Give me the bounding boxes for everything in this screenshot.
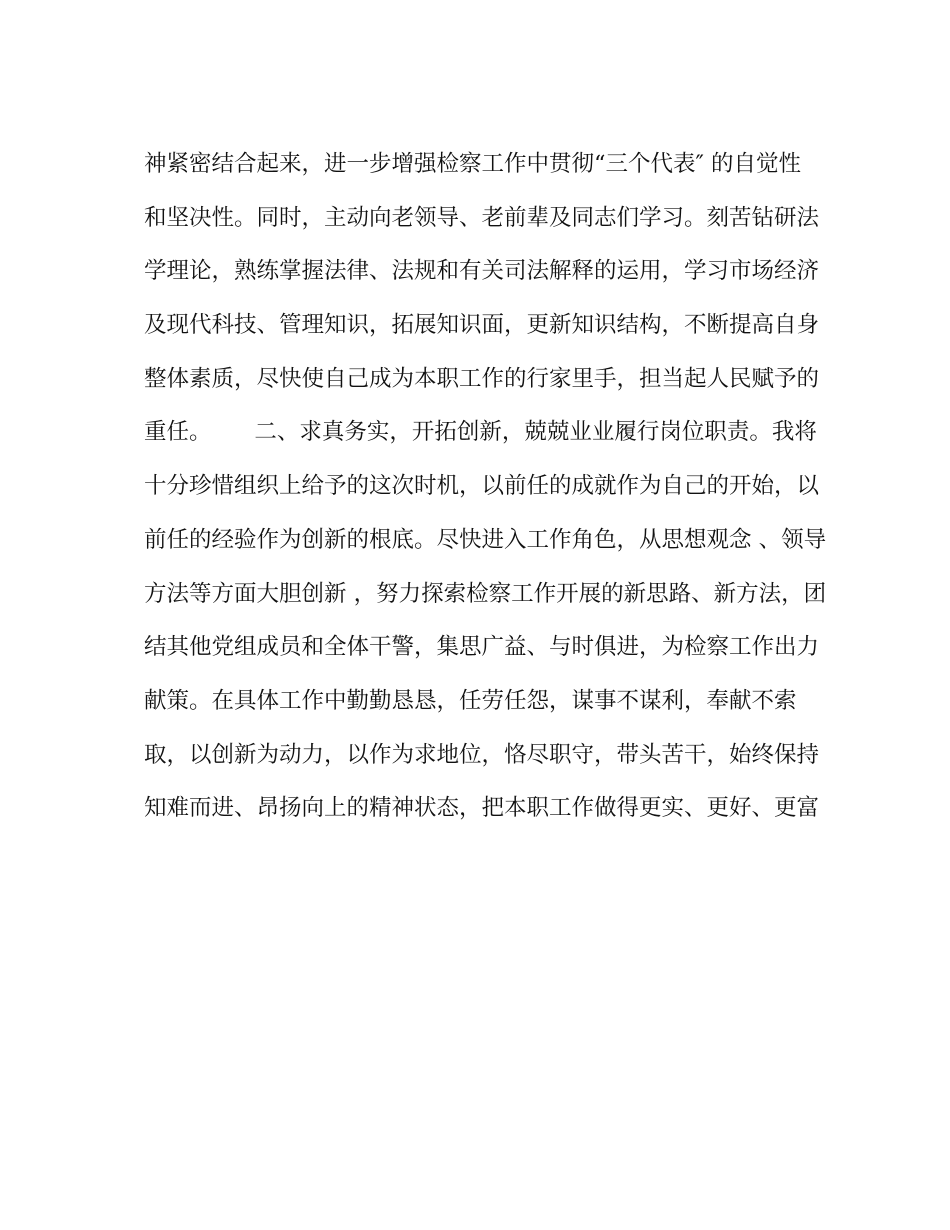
text-line: 整体素质，尽快使自己成为本职工作的行家里手，担当起人民赋予的: [144, 365, 820, 392]
text-line: 献策。在具体工作中勤勤恳恳，任劳任怨，谋事不谋利，奉献不索: [144, 687, 797, 714]
text-line: 学理论，熟练掌握法律、法规和有关司法解释的运用，学习市场经济: [144, 258, 820, 285]
document-body: [144, 138, 827, 836]
text-line: 和坚决性。同时，主动向老领导、老前辈及同志们学习。刻苦钻研法: [144, 204, 820, 231]
text-line: 知难而进、昂扬向上的精神状态，把本职工作做得更实、更好、更富: [144, 795, 820, 822]
text-line: 神紧密结合起来，进一步增强检察工作中贯彻“三个代表″ 的自觉性: [144, 151, 802, 177]
text-line: 结其他党组成员和全体干警，集思广益、与时俱进，为检察工作出力: [144, 634, 820, 661]
text-line: 方法等方面大胆创新 ，努力探索检察工作开展的新思路、新方法，团: [144, 580, 827, 607]
text-line: 前任的经验作为创新的根底。尽快进入工作角色，从思想观念 、领导: [144, 526, 827, 553]
text-line: 取，以创新为动力，以作为求地位，恪尽职守，带头苦干，始终保持: [144, 741, 820, 768]
text-line: 重任。 二、求真务实，开拓创新，兢兢业业履行岗位职责。我将: [144, 419, 817, 446]
text-line: 及现代科技、管理知识，拓展知识面，更新知识结构，不断提高自身: [144, 312, 820, 339]
text-line: 十分珍惜组织上给予的这次时机，以前任的成就作为自己的开始，以: [144, 473, 820, 500]
